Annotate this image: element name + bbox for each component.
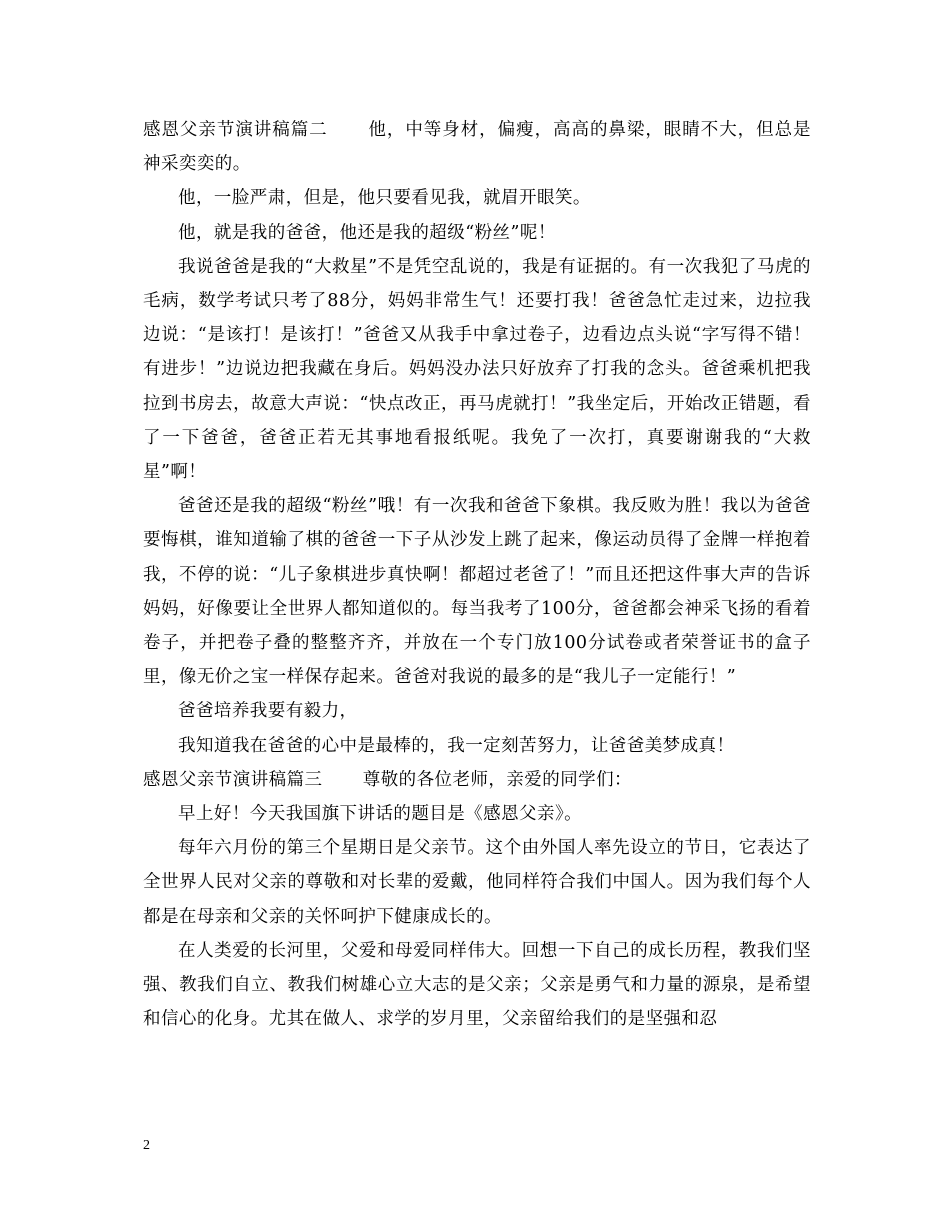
paragraph-5: 爸爸还是我的超级“粉丝”哦！有一次我和爸爸下象棋。我反败为胜！我以为爸爸要悔棋，谁知道输了棋的爸爸一下子从沙发上跳了起来，像运动员得了金牌一样抱着我，不停的说：“儿子象棋进步真快啊！都超过老爸了！”而且还把这件事大声的告诉妈妈，好像要让全世界人都知道似的。每当我考了100分，爸爸都会神采飞扬的看着卷子，并把卷子叠的整整齐齐，并放在一个专门放100分试卷或者荣誉证书的盒子里，像无价之宝一样保存起来。爸爸对我说的最多的是“我儿子一定能行！”	[143, 496, 811, 688]
paragraph-10: 每年六月份的第三个星期日是父亲节。这个由外国人率先设立的节日，它表达了全世界人民对父亲的尊敬和对长辈的爱戴，他同样符合我们中国人。因为我们每个人都是在母亲和父亲的关怀呵护下健康成长的。	[143, 838, 811, 927]
section-heading-2: 感恩父亲节演讲稿篇二	[143, 120, 328, 140]
paragraph-11: 在人类爱的长河里，父爱和母爱同样伟大。回想一下自己的成长历程，教我们坚强、教我们自立、教我们树雄心立大志的是父亲；父亲是勇气和力量的源泉，是希望和信心的化身。尤其在做人、求学的岁月里，父亲留给我们的是坚强和忍	[143, 940, 811, 1030]
paragraph-2: 他，一脸严肃，但是，他只要看见我，就眉开眼笑。	[178, 188, 591, 209]
paragraph-9: 早上好！今天我国旗下讲话的题目是《感恩父亲》。	[178, 804, 583, 825]
page-number: 2	[143, 1138, 150, 1153]
paragraph-1	[143, 113, 811, 181]
paragraph-7: 我知道我在爸爸的心中是最棒的，我一定刻苦努力，让爸爸美梦成真！	[178, 735, 735, 756]
paragraph-text: 尊敬的各位老师，亲爱的同学们：	[362, 769, 632, 790]
paragraph-3: 他，就是我的爸爸，他还是我的超级“粉丝”呢！	[178, 222, 556, 243]
section-heading-3: 感恩父亲节演讲稿篇三	[143, 769, 323, 790]
paragraph-8	[143, 763, 811, 797]
document-body	[143, 113, 811, 1036]
paragraph-6: 爸爸培养我要有毅力，	[178, 701, 358, 722]
paragraph-4: 我说爸爸是我的“大救星”不是凭空乱说的，我是有证据的。有一次我犯了马虎的毛病，数学考试只考了88分，妈妈非常生气！还要打我！爸爸急忙走过来，边拉我边说：“是该打！是该打！”爸爸又从我手中拿过卷子，边看边点头说“字写得不错！有进步！”边说边把我藏在身后。妈妈没办法只好放弃了打我的念头。爸爸乘机把我拉到书房去，故意大声说：“快点改正，再马虎就打！”我坐定后，开始改正错题，看了一下爸爸，爸爸正若无其事地看报纸呢。我免了一次打，真要谢谢我的“大救星”啊！	[143, 256, 811, 483]
paragraph-text: 他，中等身材，偏瘦，高高的鼻梁，眼睛不大，但总是神采奕奕的。	[143, 120, 811, 175]
